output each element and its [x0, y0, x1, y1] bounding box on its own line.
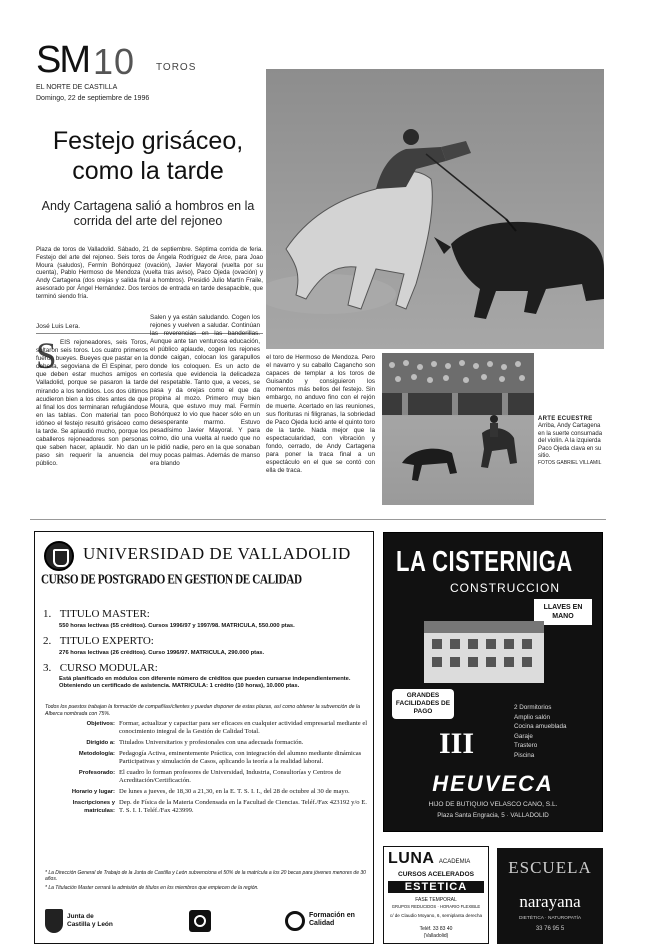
feature-item: Amplio salón — [514, 713, 551, 721]
luna-title: LUNA — [388, 850, 435, 867]
ad-separator — [30, 519, 606, 520]
cisterniga-building-image — [424, 621, 544, 683]
formacion-logo-text: Formación en Calidad — [309, 912, 355, 927]
uva-item-3-title: CURSO MODULAR: — [59, 662, 158, 674]
luna-line-3: FASE TEMPORAL — [415, 897, 457, 903]
ad-luna-academia — [383, 846, 489, 944]
narayana-top: ESCUELA — [508, 858, 592, 877]
article-col-2: Salen y ya están saludando. Cogen los rejones y vuelven a saludar. Continúan las reverencias en las banderillas. Aunque ante tan venturosa educación, el público aplaude, cogen los rejones donde caigan, colocan los garapullos donde los coloquen. Es un acto de cortesía que evidencia la delicadeza del respetable. Tanto que, a veces, se pasa y da orejas como el que da propina al mozo. Primero muy bien Moura, que estuvo muy mal. Fermín Bohórquez lo vio que hacer sólo en un desesperante marmo. Estuvo pesadísimo Javier Mayoral. Y para colmo, dio una vuelta al ruedo que no le pidió nadie, pero en la que sonaban muy pocas palmas. Además de manso era blando — [150, 314, 260, 467]
ficha-tecnica: Plaza de toros de Valladolid. Sábado, 21 de septiembre. Séptima corrida de feria. Festejo del arte del rejoneo. Seis toros de Ángela Rodríguez de Arce, para Joao Moura (saludos), Fermín Bohórquez (ovación), Javier Mayoral (vuelta por su cuenta), Pablo Hermoso de Mendoza (vuelta tras aviso), Paco Ojeda (ovación) y Andy Cartagena (dos orejas y salida final a hombros). Presidió Julio Martín Fraile, asesorado por Ángel Hernández. Dos tercios de entrada en tarde desapacible, que terminó siendo fría. — [36, 246, 263, 300]
uva-row-label: Horario y lugar: — [71, 789, 115, 795]
narayana-phone: 33 76 95 5 — [535, 926, 565, 932]
luna-suffix: ACADEMIA — [438, 859, 471, 865]
subheadline: Andy Cartagena salió a hombros en la corrida del arte del rejoneo — [41, 199, 255, 228]
caption-title: ARTE ECUESTRE — [538, 416, 593, 422]
formacion-logo — [285, 908, 369, 936]
uva-row-text: De lunes a jueves, de 18,30 a 21,30, en la E. T. S. I. I., del 28 de octubre al 30 de mayo. — [119, 788, 350, 795]
junta-logo-text: Junta de Castilla y León — [67, 913, 113, 928]
ad-universidad-valladolid — [34, 531, 374, 944]
uva-item-1-num: 1. — [43, 608, 52, 620]
uva-item-2-detail: 276 horas lectivas (26 créditos). Curso 1996/97. MATRICULA, 290.000 ptas. — [59, 650, 265, 656]
feature-item: Garaje — [514, 732, 533, 740]
uva-item-2-title: TITULO EXPERTO: — [59, 635, 154, 647]
article-col-1: EIS rejoneadores, seis Toros, soltaron seis toros. Los cuatro primeros fueron bueyes. Bueyes que pastar en la dehesa, segoviana de El Espinar, pero que deben estar muchos amigos en Valladolid, porque se pasaron la tarde mirando a los tendidos. Los dos últimos acudieron bien a los cites antes de que al final los dos terminaran refugiándose en las tablas. Con material tan poco idóneo el festejo resultó grisáceo como la tarde. Se aplaudió mucho, porque los caballeros rejoneadores son personas que saben hacer, aplaudir. No dan un paso sin requerir la anuencia del público. — [36, 339, 148, 468]
cisterniga-title: LA CISTERNIGA — [396, 545, 573, 578]
photo-caption — [538, 416, 606, 468]
cisterniga-address-1: HIJO DE BUTIQUIO VELASCO CANO, S.L. — [428, 801, 558, 808]
uva-seal-icon — [44, 541, 74, 571]
uva-details-table — [41, 720, 369, 818]
uva-item-3-detail: Está planificado en módulos con diferente número de créditos que pueden cursarse independientemente. Obteniendo un certificado de asistencia. MATRICULA: 1 crédito (10 horas), 10.000 ptas. — [59, 676, 351, 690]
feature-item: Piscina — [514, 751, 535, 759]
headline: Festejo grisáceo, como la tarde — [52, 127, 244, 185]
bullfight-illustration — [266, 69, 604, 349]
main-photo-rejoneador — [266, 69, 604, 349]
uva-row-metodologia — [41, 750, 369, 766]
uva-row-dirigido — [41, 739, 369, 747]
cisterniga-keys-badge: LLAVES EN MANO — [534, 599, 592, 625]
uva-title: UNIVERSIDAD DE VALLADOLID — [83, 544, 351, 563]
uva-note: Todos los puestos trabajan la formación de compañías/clientes y puedan disponer de estas plazas, así como obtener la subvención de la Alberca nombrada con 75%. — [45, 704, 360, 717]
masthead-page-number: 10 — [93, 41, 136, 82]
uva-row-label: Profesorado: — [78, 770, 115, 776]
uva-item-2 — [43, 631, 369, 657]
uva-row-text: Titulados Universitarios y profesionales con una adecuada formación. — [119, 739, 304, 746]
uva-item-1-title: TITULO MASTER: — [59, 608, 150, 620]
uva-row-profesorado — [41, 769, 369, 785]
center-logo-icon — [189, 910, 211, 932]
uva-row-label: Inscripciones y matrículas: — [72, 800, 115, 814]
bull-and-rider-illustration — [382, 353, 534, 505]
uva-row-label: Objetivos: — [86, 721, 115, 727]
ad-narayana — [497, 848, 603, 944]
uva-item-3 — [43, 658, 369, 691]
uva-row-text: Formar, actualizar y capacitar para ser eficaces en cualquier actividad empresarial mediante el conocimiento integral de la Gestión de Calidad Total. — [119, 720, 368, 735]
uva-item-2-num: 2. — [43, 635, 52, 647]
uva-row-horario — [41, 788, 369, 796]
luna-line-4: GRUPOS REDUCIDOS · HORARIO FLEXIBLE — [391, 904, 481, 909]
luna-line-2: ESTETICA — [388, 881, 484, 893]
cisterniga-facilities-badge: GRANDES FACILIDADES DE PAGO — [392, 689, 454, 719]
feature-item: Trastero — [514, 742, 538, 749]
formacion-icon — [285, 911, 305, 931]
cisterniga-address-2: Plaza Santa Engracia, 5 · VALLADOLID — [437, 812, 549, 819]
cisterniga-brand: HEUVECA — [432, 771, 554, 796]
masthead — [36, 40, 256, 110]
cisterniga-roman-iii: III — [439, 727, 475, 760]
uva-item-1-detail: 550 horas lectivas (55 créditos). Cursos 1996/97 y 1997/98. MATRICULA, 550.000 ptas. — [59, 623, 295, 629]
uva-row-text: El cuadro lo forman profesores de Universidad, Industria, Consultorías y Centros de Acreditación/Certificación. — [119, 769, 342, 784]
narayana-name: narayana — [519, 892, 581, 911]
uva-row-objetivos — [41, 720, 369, 736]
uva-row-label: Metodología: — [78, 751, 115, 757]
ad-la-cisterniga — [383, 532, 603, 832]
small-photo-ojeda — [382, 353, 534, 505]
caption-credit-label: FOTOS — [538, 460, 556, 467]
uva-row-label: Dirigido a: — [86, 740, 115, 746]
caption-credit-name: GABRIEL VILLAMIL — [556, 460, 602, 467]
luna-address: c/ de Claudio Moyano, 6, semiplanta derecha — [389, 913, 483, 918]
uva-row-text: Pedagogía Activa, eminentemente Práctica, con integración del alumno mediante dinámicas Participativas y simulación de Casos, aplicando la teoría a la realidad laboral. — [119, 750, 362, 765]
narayana-subtitle: DIETÉTICA · NATUROPATÍA — [518, 916, 582, 921]
cisterniga-subtitle: CONSTRUCCION — [450, 581, 560, 595]
uva-item-3-num: 3. — [43, 662, 52, 674]
junta-logo — [45, 907, 115, 937]
drop-cap: S — [36, 336, 57, 377]
uva-row-text: Dep. de Física de la Materia Condensada en la Facultad de Ciencias. Teléf./Fax 423192 y/o E. T. S. I. I. Teléf./Fax 423999. — [119, 799, 367, 814]
luna-phone-2: (Valladolid) — [423, 933, 449, 939]
article-col-3: el toro de Hermoso de Mendoza. Pero el navarro y su caballo Cagancho son capaces de templar a los toros de Guisando y consiguieron los momentos más bellos del festejo. Sin embargo, no anduvo fino con el rejón de muerte. Acertado en las reuniones, sus florituras ni filigranas, la sobriedad de Paco Ojeda lució ante el quinto toro de la tarde. Nada mejor que la espectacularidad, con vibración y fondo, cerrado, de Andy Cartagena para poner la traca final a un espectáculo en el que se contó con ella de traca. — [266, 354, 375, 475]
caption-credit — [538, 460, 606, 467]
masthead-paper: EL NORTE DE CASTILLA — [36, 84, 118, 91]
feature-item: 2 Dormitorios — [514, 704, 552, 711]
luna-name — [388, 850, 470, 868]
uva-footnote-1: * La Dirección General de Trabajo de la Junta de Castilla y León subvenciona el 50% de la matrícula a los 20 becas para jóvenes menores de 30 años. — [45, 870, 366, 883]
luna-phone: Teléf. 33 83 40 — [419, 926, 453, 932]
uva-footnote-2: * La Titulación Master cerrará la admisión de títulos en los miembros que empiecen de la región. — [45, 885, 259, 891]
luna-line-1: CURSOS ACELERADOS — [398, 871, 474, 878]
masthead-section: TOROS — [156, 62, 197, 73]
uva-course: CURSO DE POSTGRADO EN GESTION DE CALIDAD — [41, 572, 302, 587]
masthead-sm: SM — [36, 39, 89, 81]
uva-row-inscripciones — [41, 799, 369, 815]
masthead-date: Domingo, 22 de septiembre de 1996 — [36, 95, 150, 102]
uva-item-1 — [43, 604, 369, 630]
cisterniga-features — [514, 703, 600, 760]
junta-shield-icon — [45, 909, 63, 933]
feature-item: Cocina amueblada — [514, 723, 567, 730]
byline: José Luis Lera. — [36, 323, 81, 330]
caption-text: Arriba, Andy Cartagena en la suerte consumada del violín. A la izquierda Paco Ojeda clava en su sitio. — [538, 423, 603, 460]
